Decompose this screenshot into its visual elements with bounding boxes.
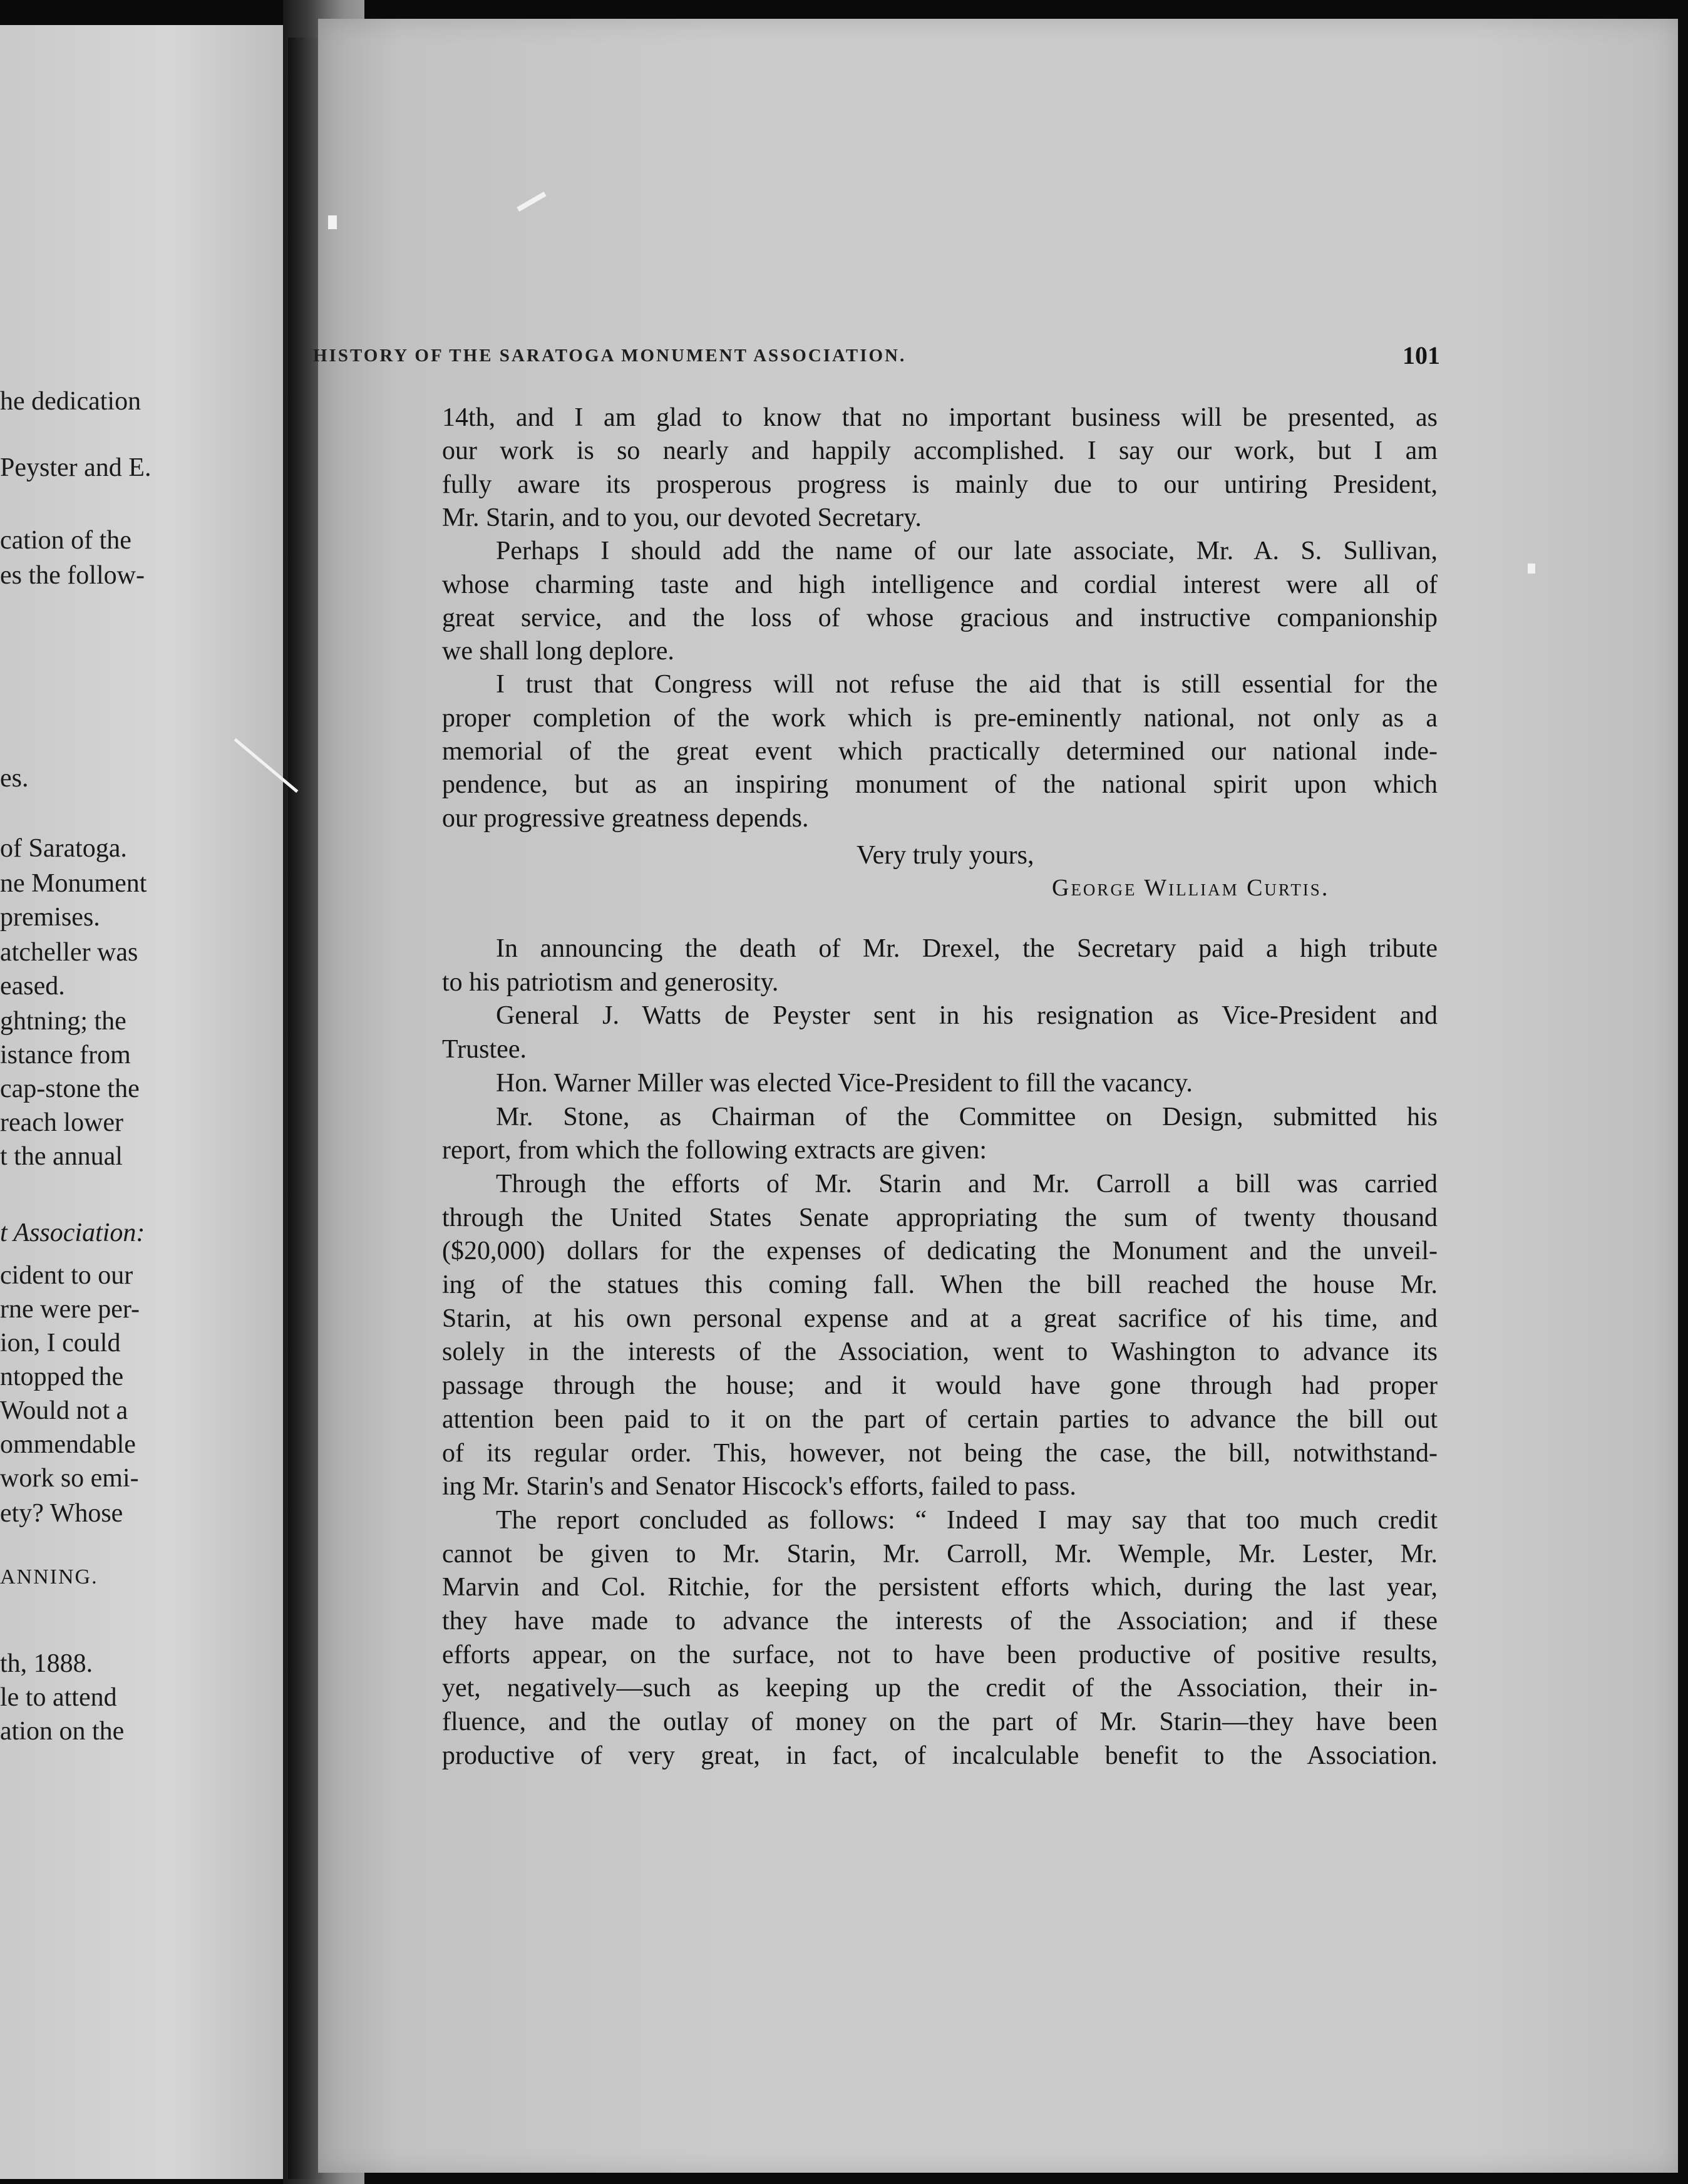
text-line: General J. Watts de Peyster sent in his resignation as Vice-President and bbox=[496, 1001, 1438, 1031]
left-page-line: t Association: bbox=[0, 1218, 145, 1247]
left-page-line: of Saratoga. bbox=[0, 834, 127, 863]
text-line: through the United States Senate appropriating the sum of twenty thousand bbox=[442, 1203, 1438, 1232]
text-line: Hon. Warner Miller was elected Vice-President to fill the vacancy. bbox=[496, 1068, 1193, 1098]
running-head-title: HISTORY OF THE SARATOGA MONUMENT ASSOCIATION. bbox=[313, 346, 907, 366]
text-line: of its regular order. This, however, not being the case, the bill, notwithstand- bbox=[442, 1438, 1438, 1468]
text-line: great service, and the loss of whose gracious and instructive companionship bbox=[442, 603, 1438, 632]
text-line: we shall long deplore. bbox=[442, 637, 674, 666]
text-line: our progressive greatness depends. bbox=[442, 803, 809, 833]
left-page-line: th, 1888. bbox=[0, 1649, 93, 1678]
text-line: our work is so nearly and happily accomplished. I say our work, but I am bbox=[442, 436, 1438, 466]
text-line: they have made to advance the interests of the Association; and if these bbox=[442, 1607, 1438, 1635]
letter-signature: George William Curtis. bbox=[1052, 875, 1330, 901]
left-page-line: cation of the bbox=[0, 526, 131, 555]
text-line: yet, negatively—such as keeping up the credit of the Association, their in- bbox=[442, 1674, 1438, 1703]
left-page-line: le to attend bbox=[0, 1683, 117, 1712]
left-page-line: ghtning; the bbox=[0, 1007, 126, 1036]
text-line: pendence, but as an inspiring monument of the national spirit upon which bbox=[442, 770, 1438, 800]
left-page-line: es the follow- bbox=[0, 561, 145, 590]
left-page-line: Peyster and E. bbox=[0, 453, 152, 482]
left-page-line: premises. bbox=[0, 903, 100, 932]
left-page-line: rne were per- bbox=[0, 1295, 140, 1324]
left-page-line: reach lower bbox=[0, 1108, 124, 1137]
text-line: Through the efforts of Mr. Starin and Mr. Carroll a bill was carried bbox=[496, 1169, 1438, 1198]
text-line: attention been paid to it on the part of certain parties to advance the bill out bbox=[442, 1404, 1438, 1434]
left-page-line: ety? Whose bbox=[0, 1499, 123, 1528]
dust-speck bbox=[328, 215, 337, 229]
text-line: 14th, and I am glad to know that no important business will be presented, as bbox=[442, 403, 1438, 432]
left-page-line: ommendable bbox=[0, 1430, 136, 1459]
text-line: memorial of the great event which practically determined our national inde- bbox=[442, 737, 1438, 766]
left-page-line: ANNING. bbox=[0, 1565, 98, 1589]
text-line: Marvin and Col. Ritchie, for the persistent efforts which, during the last year, bbox=[442, 1573, 1438, 1602]
left-page-line: istance from bbox=[0, 1041, 131, 1069]
left-page-line: es. bbox=[0, 764, 29, 793]
text-line: productive of very great, in fact, of incalculable benefit to the Association. bbox=[442, 1741, 1438, 1770]
left-page-line: atcheller was bbox=[0, 938, 138, 967]
dust-speck bbox=[1528, 564, 1535, 574]
text-line: I trust that Congress will not refuse the aid that is still essential for the bbox=[496, 670, 1438, 699]
text-line: Trustee. bbox=[442, 1035, 527, 1064]
text-line: ing of the statues this coming fall. When the bill reached the house Mr. bbox=[442, 1270, 1438, 1299]
text-line: Perhaps I should add the name of our late associate, Mr. A. S. Sullivan, bbox=[496, 537, 1438, 566]
text-line: The report concluded as follows: “ Indeed I may say that too much credit bbox=[496, 1505, 1438, 1535]
text-line: fully aware its prosperous progress is mainly due to our untiring President, bbox=[442, 470, 1438, 499]
page-number: 101 bbox=[1402, 341, 1440, 369]
text-line: Mr. Stone, as Chairman of the Committee on Design, submitted his bbox=[496, 1102, 1438, 1131]
left-page-line: cap-stone the bbox=[0, 1074, 140, 1103]
text-line: whose charming taste and high intelligence and cordial interest were all of bbox=[442, 570, 1438, 599]
text-line: Mr. Starin, and to you, our devoted Secretary. bbox=[442, 503, 922, 532]
left-page-line: ntopped the bbox=[0, 1362, 124, 1391]
left-page-text bbox=[0, 25, 283, 2179]
text-line: solely in the interests of the Association, went to Washington to advance its bbox=[442, 1337, 1438, 1367]
text-line: passage through the house; and it would have gone through had proper bbox=[442, 1371, 1438, 1401]
text-line: ing Mr. Starin's and Senator Hiscock's efforts, failed to pass. bbox=[442, 1472, 1076, 1502]
text-line: efforts appear, on the surface, not to have been productive of positive results, bbox=[442, 1640, 1438, 1669]
text-line: cannot be given to Mr. Starin, Mr. Carroll, Mr. Wemple, Mr. Lester, Mr. bbox=[442, 1539, 1438, 1568]
left-page-line: eased. bbox=[0, 972, 65, 1001]
text-line: report, from which the following extracts are given: bbox=[442, 1136, 987, 1165]
left-page-line: Would not a bbox=[0, 1396, 128, 1425]
text-line: In announcing the death of Mr. Drexel, the Secretary paid a high tribute bbox=[496, 934, 1438, 963]
left-page-line: ne Monument bbox=[0, 869, 147, 898]
letter-closing: Very truly yours, bbox=[857, 841, 1034, 870]
left-page-line: ation on the bbox=[0, 1717, 125, 1746]
text-line: proper completion of the work which is pre-eminently national, not only as a bbox=[442, 703, 1438, 733]
left-page-line: t the annual bbox=[0, 1142, 123, 1171]
left-page-line: he dedication bbox=[0, 387, 142, 416]
text-line: ($20,000) dollars for the expenses of dedicating the Monument and the unveil- bbox=[442, 1237, 1438, 1266]
text-line: to his patriotism and generosity. bbox=[442, 967, 779, 997]
left-page-line: cident to our bbox=[0, 1261, 133, 1290]
left-page bbox=[0, 25, 283, 2179]
text-line: Starin, at his own personal expense and at a great sacrifice of his time, and bbox=[442, 1304, 1438, 1333]
text-line: fluence, and the outlay of money on the part of Mr. Starin—they have been bbox=[442, 1708, 1438, 1737]
left-page-line: ion, I could bbox=[0, 1329, 121, 1357]
left-page-line: work so emi- bbox=[0, 1464, 139, 1493]
